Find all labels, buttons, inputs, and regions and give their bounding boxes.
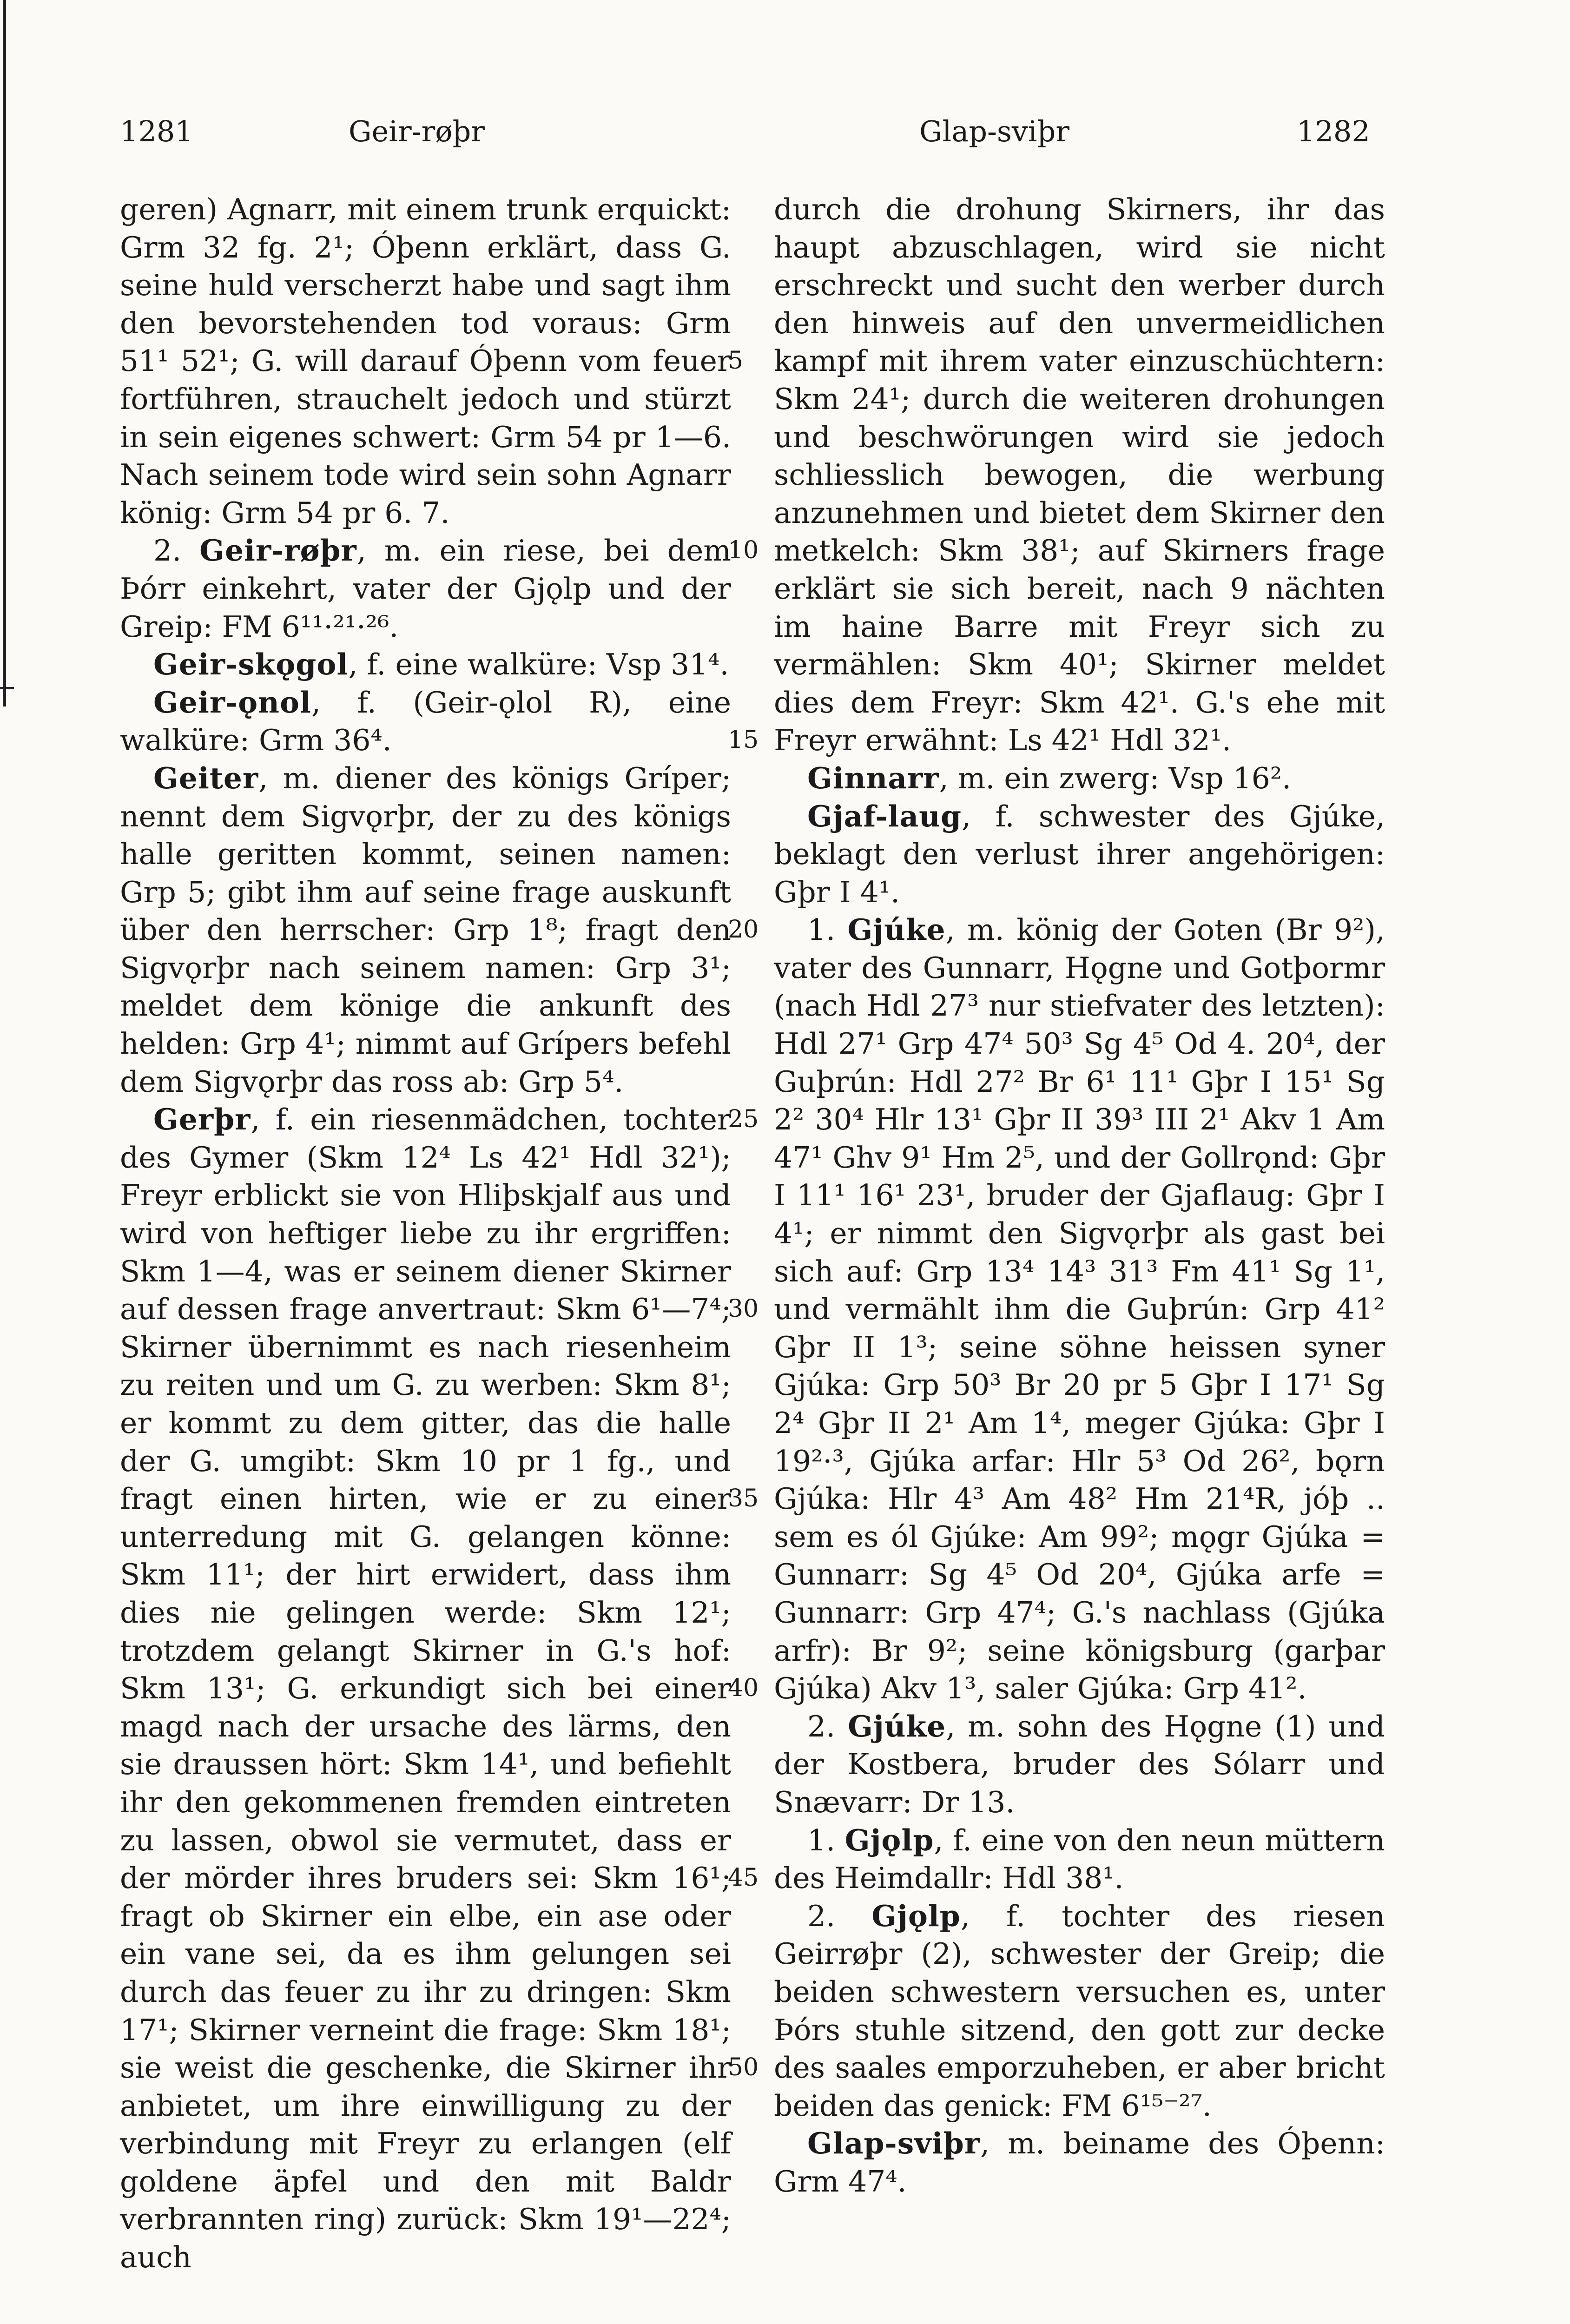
- entry-ginnarr: [774, 759, 1385, 798]
- line-number: 40: [728, 1674, 759, 1702]
- line-number: 20: [728, 916, 759, 944]
- entry-number: 2.: [807, 1709, 836, 1743]
- headword: Geir-ǫnol: [153, 685, 311, 720]
- headword: Gjúke: [847, 912, 946, 947]
- entry-gjuke-2: [774, 1708, 1385, 1822]
- entry-text: , f. schwester des Gjúke, beklagt den verlust ihrer angehörigen: Gþr I 4¹.: [774, 799, 1385, 909]
- entry-number: 1.: [807, 913, 836, 947]
- entry-text: , f. ein riesenmädchen, tochter des Gymer (Skm 12⁴ Ls 42¹ Hdl 32¹); Freyr erblickt sie von Hliþskjalf aus und wird von heftiger liebe zu ihr ergriffen: Skm 1—4, was er seinem diener Skirner auf dessen frage anvertraut: Skm 6¹—7⁴; Skirner übernimmt es nach riesenheim zu reiten und um G. zu werben: Skm 8¹; er kommt zu dem gitter, das die halle der G. umgibt: Skm 10 pr 1 fg., und fragt einen hirten, wie er zu einer unterredung mit G. gelangen könne: Skm 11¹; der hirt erwidert, dass ihm dies nie gelingen werde: Skm 12¹; trotzdem gelangt Skirner in G.'s hof: Skm 13¹; G. erkundigt sich bei einer magd nach der ursache des lärms, den sie draussen hört: Skm 14¹, und befiehlt ihr den gekommenen fremden eintreten zu lassen, obwol sie vermutet, dass er der mörder ihres bruders sei: Skm 16¹; fragt ob Skirner ein elbe, ein ase oder ein vane sei, da es ihm gelungen sei durch das feuer zu ihr zu dringen: Skm 17¹; Skirner verneint die frage: Skm 18¹; sie weist die geschenke, die Skirner ihr anbietet, um ihre einwilligung zu der verbindung mit Freyr zu erlangen (elf goldene äpfel und den mit Baldr verbrannten ring) zurück: Skm 19¹—22⁴; auch: [120, 1103, 731, 2275]
- headword: Gjúke: [848, 1709, 946, 1743]
- entry-text: , f. eine von den neun müttern des Heimdallr: Hdl 38¹.: [774, 1823, 1385, 1895]
- headword: Ginnarr: [807, 760, 939, 795]
- line-number: 5: [728, 347, 744, 375]
- entry-glapsvidr: [774, 2125, 1385, 2200]
- entry-text: , m. ein riese, bei dem Þórr einkehrt, vater der Gjǫlp und der Greip: FM 6¹¹·²¹·²⁶.: [120, 534, 731, 644]
- entry-gjolp-2: [774, 1897, 1385, 2125]
- entry-text: , m. sohn des Hǫgne (1) und der Kostbera, bruder des Sólarr und Snævarr: Dr 13.: [774, 1709, 1385, 1819]
- entry-gjuke-1: [774, 911, 1385, 1707]
- headword: Geir-røþr: [199, 533, 357, 568]
- left-column: [120, 191, 731, 2277]
- entry-gjaflaug: [774, 798, 1385, 911]
- entry-text: , f. tochter des riesen Geirrøþr (2), schwester der Greip; die beiden schwestern versuchen es, unter Þórs stuhle sitzend, den gott zur decke des saales emporzuheben, er aber bricht beiden das genick: FM 6¹⁵⁻²⁷.: [774, 1899, 1385, 2123]
- right-running-head: Glap-sviþr: [919, 114, 1069, 148]
- entry-gerdr: [120, 1101, 731, 2276]
- line-number: 15: [728, 726, 759, 754]
- entry-geirrodr-2: [120, 532, 731, 646]
- entry-number: 2.: [807, 1899, 836, 1933]
- headword: Gerþr: [153, 1102, 251, 1137]
- line-number: 25: [728, 1105, 759, 1133]
- left-running-head: Geir-røþr: [349, 114, 485, 148]
- entry-geiter: [120, 759, 731, 1101]
- left-page-number: 1281: [120, 114, 193, 148]
- line-number: 35: [728, 1485, 759, 1512]
- entry-text: , m. könig der Goten (Br 9²), vater des Gunnarr, Hǫgne und Gotþormr (nach Hdl 27³ nur stiefvater des letzten): Hdl 27¹ Grp 47⁴ 50³ Sg 4⁵ Od 4. 20⁴, der Guþrún: Hdl 27² Br 6¹ 11¹ Gþr I 15¹ Sg 2² 30⁴ Hlr 13¹ Gþr II 39³ III 2¹ Akv 1 Am 47¹ Ghv 9¹ Hm 2⁵, und der Gollrǫnd: Gþr I 11¹ 16¹ 23¹, bruder der Gjaflaug: Gþr I 4¹; er nimmt den Sigvǫrþr als gast bei sich auf: Grp 13⁴ 14³ 31³ Fm 41¹ Sg 1¹, und vermählt ihm die Guþrún: Grp 41² Gþr II 1³; seine söhne heissen syner Gjúka: Grp 50³ Br 20 pr 5 Gþr I 17¹ Sg 2⁴ Gþr II 2¹ Am 1⁴, meger Gjúka: Gþr I 19²·³, Gjúka arfar: Hlr 5³ Od 26², bǫrn Gjúka: Hlr 4³ Am 48² Hm 21⁴R, jóþ .. sem es ól Gjúke: Am 99²; mǫgr Gjúka = Gunnarr: Sg 4⁵ Od 20⁴, Gjúka arfe = Gunnarr: Grp 47⁴; G.'s nachlass (Gjúka arfr): Br 9²; seine königsburg (garþar Gjúka) Akv 1³, saler Gjúka: Grp 41².: [774, 913, 1385, 1706]
- headword: Gjǫlp: [844, 1822, 934, 1857]
- line-number: 30: [728, 1295, 759, 1323]
- entry-text: , f. eine walküre: Vsp 31⁴.: [348, 647, 729, 682]
- headword: Gjaf-laug: [807, 799, 962, 833]
- line-number: 10: [728, 536, 759, 564]
- entry-number: 1.: [807, 1823, 836, 1857]
- entry-geirskogol: [120, 646, 731, 684]
- entry-text: , m. beiname des Óþenn: Grm 47⁴.: [774, 2126, 1385, 2199]
- entry-gerdr-continued: durch die drohung Skirners, ihr das haupt abzuschlagen, wird sie nicht erschreckt und sucht den werber durch den hinweis auf den unvermeidlichen kampf mit ihrem vater einzuschüchtern: Skm 24¹; durch die weiteren drohungen und beschwörungen wird sie jedoch schliesslich bewogen, die werbung anzunehmen und bietet dem Skirner den metkelch: Skm 38¹; auf Skirners frage erklärt sie sich bereit, nach 9 nächten im haine Barre mit Freyr sich zu vermählen: Skm 40¹; Skirner meldet dies dem Freyr: Skm 42¹. G.'s ehe mit Freyr erwähnt: Ls 42¹ Hdl 32¹.: [774, 192, 1385, 758]
- entry-text: , f. (Geir-ǫlol R), eine walküre: Grm 36⁴.: [120, 685, 731, 758]
- line-number: 45: [728, 1864, 759, 1892]
- entry-geirrodr-1-continued: geren) Agnarr, mit einem trunk erquickt: Grm 32 fg. 2¹; Óþenn erklärt, dass G. seine huld verscherzt habe und sagt ihm den bevorstehenden tod voraus: Grm 51¹ 52¹; G. will darauf Óþenn vom feuer fortführen, strauchelt jedoch und stürzt in sein eigenes schwert: Grm 54 pr 1—6. Nach seinem tode wird sein sohn Agnarr könig: Grm 54 pr 6. 7.: [120, 192, 731, 530]
- binding-rule: [3, 0, 6, 706]
- headword: Gjǫlp: [871, 1898, 961, 1933]
- right-page-number: 1282: [1297, 114, 1370, 148]
- running-header: [0, 111, 1570, 152]
- binding-tick: [0, 687, 14, 689]
- line-numbers: [728, 191, 765, 2143]
- entry-number: 2.: [153, 534, 182, 568]
- headword: Glap-sviþr: [807, 2126, 981, 2161]
- entry-gjolp-1: [774, 1822, 1385, 1897]
- entry-text: , m. diener des königs Gríper; nennt dem Sigvǫrþr, der zu des königs halle geritten kommt, seinen namen: Grp 5; gibt ihm auf seine frage auskunft über den herrscher: Grp 1⁸; fragt den Sigvǫrþr nach seinem namen: Grp 3¹; meldet dem könige die ankunft des helden: Grp 4¹; nimmt auf Grípers befehl dem Sigvǫrþr das ross ab: Grp 5⁴.: [120, 761, 731, 1099]
- entry-geironol: [120, 684, 731, 759]
- right-column: [774, 191, 1385, 2200]
- headword: Geir-skǫgol: [153, 647, 349, 682]
- line-number: 50: [728, 2053, 759, 2081]
- headword: Geiter: [153, 760, 259, 795]
- entry-text: , m. ein zwerg: Vsp 16².: [939, 761, 1292, 795]
